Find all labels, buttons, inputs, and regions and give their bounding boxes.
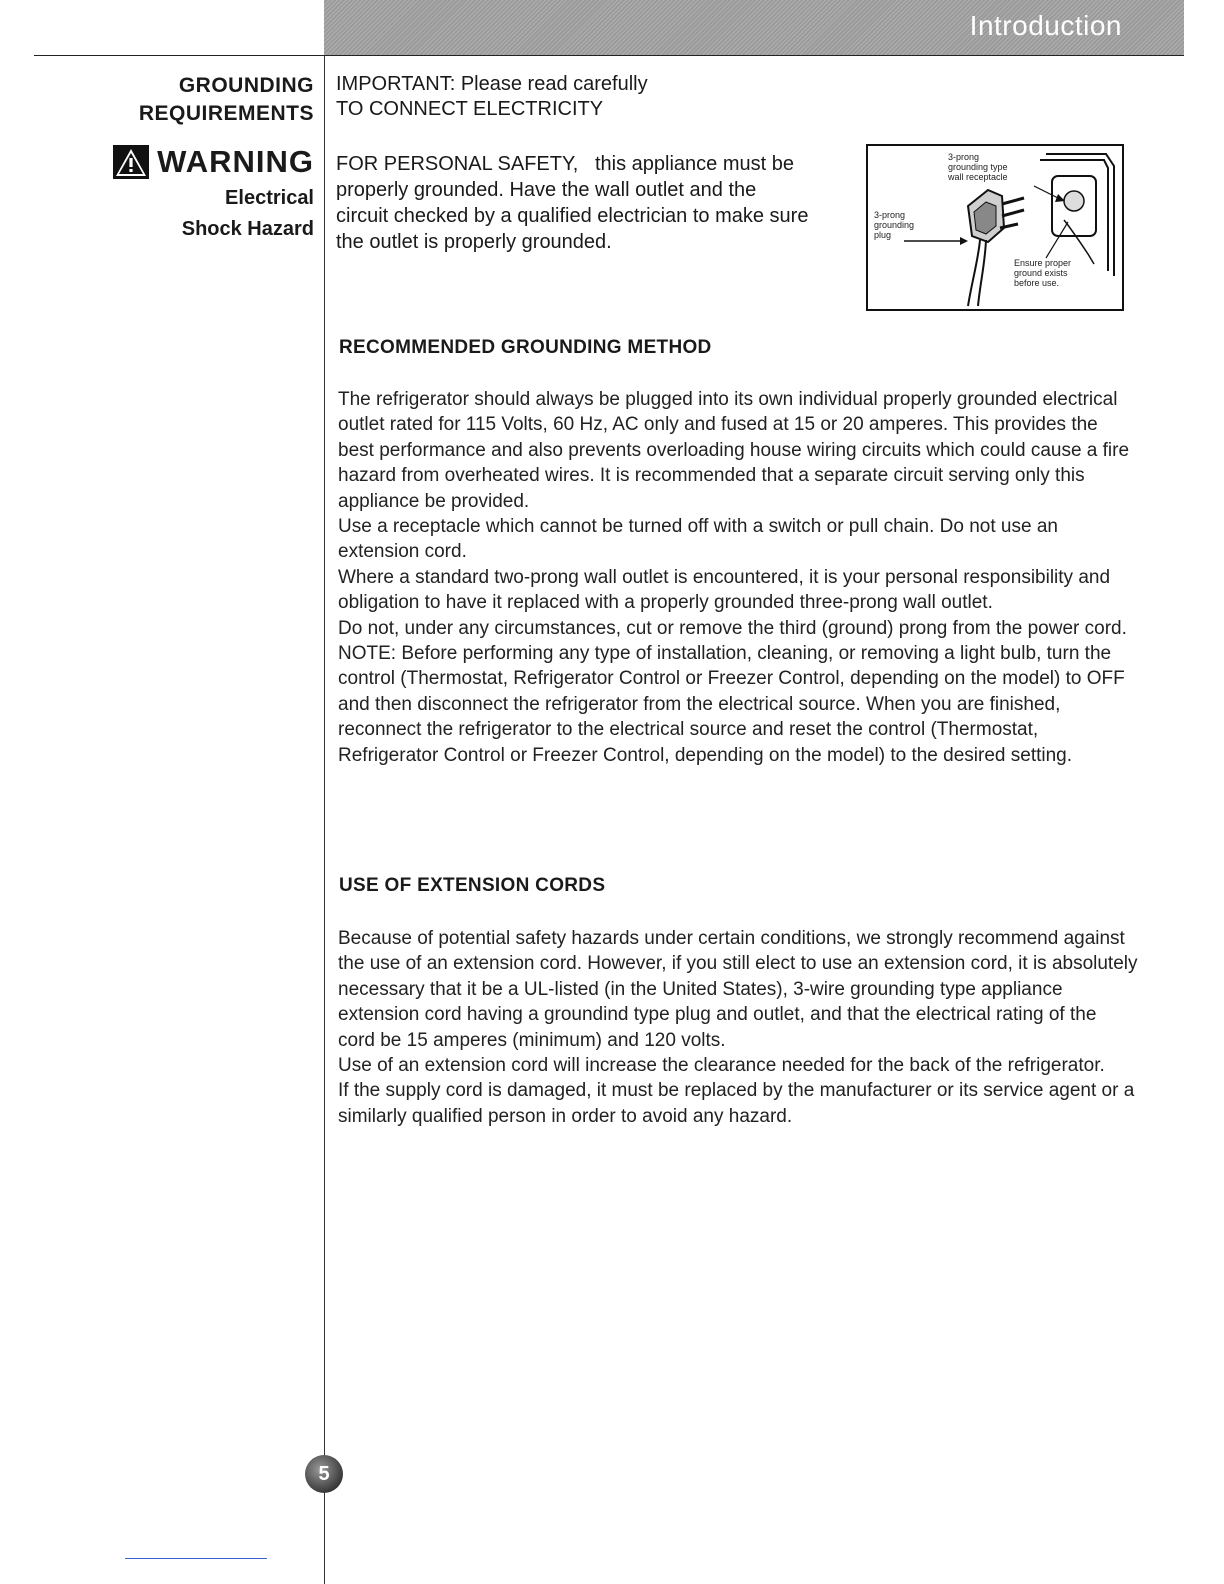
page-number: 5 <box>305 1455 343 1493</box>
page-section-title: Introduction <box>969 10 1122 41</box>
safety-paragraph <box>336 151 862 255</box>
safety-line3: circuit checked by a qualified electrician to make sure <box>336 205 809 227</box>
recommended-p3: Where a standard two-prong wall outlet is encountered, it is your personal responsibility and obligation to have it replaced with a properly grounded three-prong wall outlet. <box>338 566 1111 614</box>
recommended-p1: The refrigerator should always be plugged into its own individual properly grounded electrical outlet rated for 115 Volts, 60 Hz, AC only and fused at 15 or 20 amperes. This provides the best performance and also prevents overloading house wiring circuits which could cause a fire hazard from overheated wires. It is recommended that a separate circuit serving only this appliance be provided. <box>338 389 1130 512</box>
ground-label: Ensure proper ground exists before use. <box>1014 258 1072 288</box>
intro-line2: TO CONNECT ELECTRICITY <box>336 98 604 120</box>
intro-line1: IMPORTANT: Please read carefully <box>336 73 648 95</box>
recommended-heading: RECOMMENDED GROUNDING METHOD <box>339 337 712 358</box>
warning-heading <box>40 142 314 182</box>
hazard-line2: Shock Hazard <box>181 218 314 240</box>
header-band <box>324 0 1184 56</box>
extension-p2: Use of an extension cord will increase the clearance needed for the back of the refrigerator. <box>338 1055 1105 1077</box>
top-rule <box>34 55 1184 56</box>
recommended-p2: Use a receptacle which cannot be turned off with a switch or pull chain. Do not use an extension cord. <box>338 516 1058 563</box>
plug-label: 3-prong grounding plug <box>874 210 915 240</box>
intro-block <box>336 72 648 122</box>
warning-label: WARNING <box>157 144 314 179</box>
safety-line2: properly grounded. Have the wall outlet and the <box>336 179 757 201</box>
hazard-label <box>40 183 314 245</box>
extension-p3: If the supply cord is damaged, it must be replaced by the manufacturer or its service agent or a similarly qualified person in order to avoid any hazard. <box>338 1080 1135 1127</box>
extension-body <box>338 926 1138 1129</box>
section-title-line1: GROUNDING <box>178 74 314 97</box>
column-divider <box>324 56 325 1584</box>
safety-line4: the outlet is properly grounded. <box>336 231 612 253</box>
section-title-line2: REQUIREMENTS <box>138 102 314 125</box>
recommended-p5: NOTE: Before performing any type of installation, cleaning, or removing a light bulb, turn the control (Thermostat, Refrigerator Control or Freezer Control, depending on the model) to OFF and then disconnect the refrigerator from the electrical source. When you are finished, reconnect the refrigerator to the electrical source and reset the control (Thermostat, Refrigerator Control or Freezer Control, depending on the model) to the desired setting. <box>338 643 1125 766</box>
hazard-line1: Electrical <box>225 187 314 209</box>
recommended-p4: Do not, under any circumstances, cut or remove the third (ground) prong from the power cord. <box>338 617 1127 639</box>
recommended-body <box>338 387 1138 768</box>
warning-triangle-icon <box>113 145 149 179</box>
receptacle-label: 3-prong grounding type wall receptacle <box>948 152 1008 182</box>
safety-line1: FOR PERSONAL SAFETY, this appliance must be <box>336 153 794 175</box>
grounding-diagram <box>866 144 1124 311</box>
bottom-rule <box>125 1558 267 1559</box>
extension-heading: USE OF EXTENSION CORDS <box>339 875 606 896</box>
section-title <box>40 72 314 128</box>
extension-p1: Because of potential safety hazards under certain conditions, we strongly recommend against the use of an extension cord. However, if you still elect to use an extension cord, it is absolutely necessary that it be a UL-listed (in the United States), 3-wire grounding type appliance extension cord having a groundind type plug and outlet, and that the electrical rating of the cord be 15 amperes (minimum) and 120 volts. <box>338 928 1138 1051</box>
